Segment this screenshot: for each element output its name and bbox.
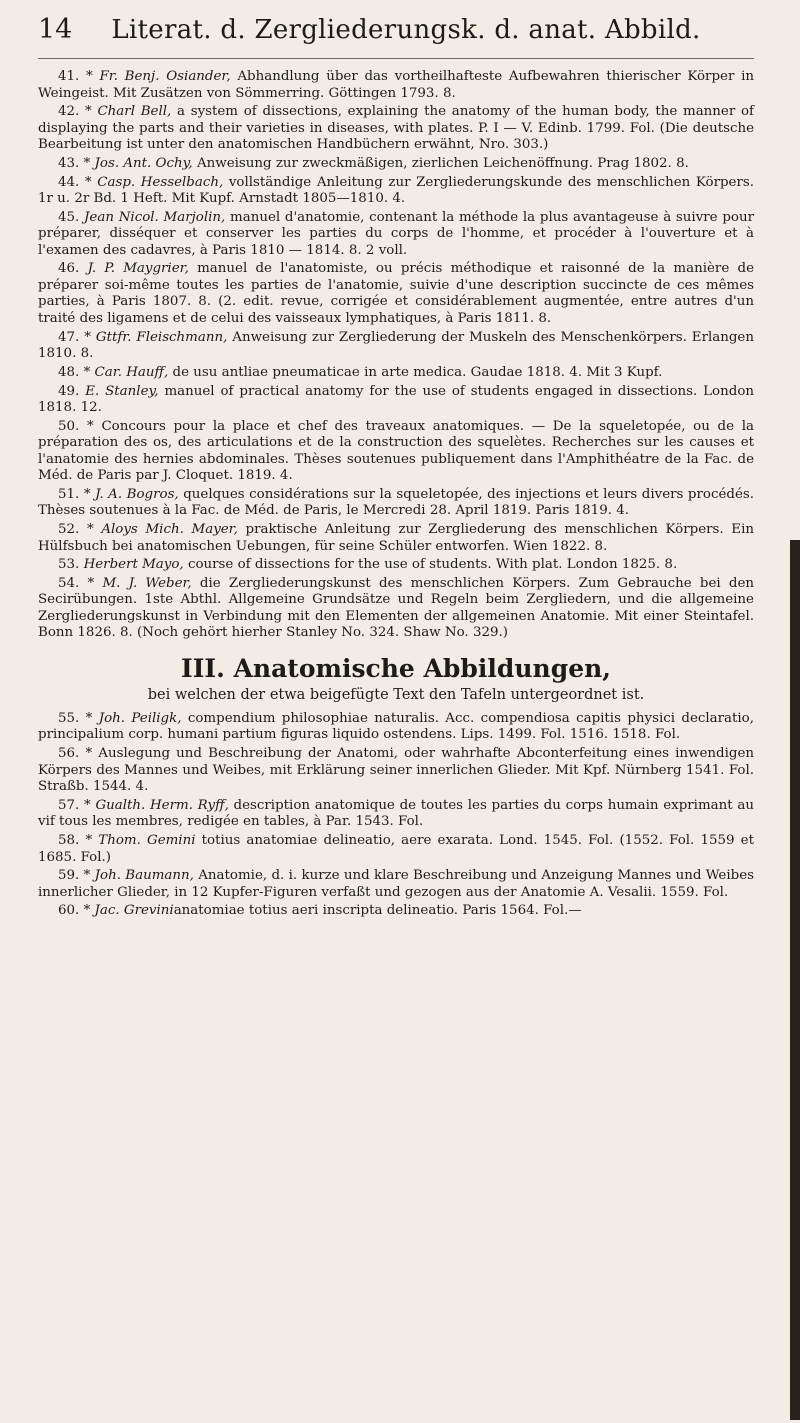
bibliography-entry xyxy=(38,104,754,154)
entry-number: 58. xyxy=(58,833,80,848)
entry-number: 50. xyxy=(58,418,80,434)
entry-author: Jean Nicol. Marjolin, xyxy=(84,209,226,225)
bibliography-entry xyxy=(38,868,754,901)
entry-text: Auslegung und Beschreibung der Anatomi, oder wahrhafte Abconterfeitung eines inwendigen Körpers des Mannes und Weibes, mit Erklärung seiner innerlichen Glieder. Mit Kpf. Nürnberg 1541. Fol. Straßb. 1544. 4. xyxy=(38,746,754,795)
entry-author: Car. Hauff, xyxy=(94,364,169,380)
bibliography-entry xyxy=(38,365,754,382)
bibliography-entry xyxy=(38,384,754,417)
asterisk-mark: * xyxy=(85,710,93,726)
bibliography-entry xyxy=(38,487,754,520)
asterisk-mark: * xyxy=(84,174,92,190)
entry-text: Abhandlung über das vortheilhafteste Aufbewahren thierischer Körper in Weingeist. Mit Zusätzen von Sömmerring. Göttingen 1793. 8. xyxy=(38,69,754,101)
entry-text: de usu antliae pneumaticae in arte medica. Gaudae 1818. 4. Mit 3 Kupf. xyxy=(168,364,663,380)
asterisk-mark: * xyxy=(83,486,91,502)
entry-number: 56. xyxy=(58,746,80,762)
entry-author: E. Stanley, xyxy=(85,383,159,399)
entry-text: manuel of practical anatomy for the use of students engaged in dissections. London 1818. 12. xyxy=(38,383,754,415)
bibliography-entry xyxy=(38,833,754,866)
entry-author: Thom. Gemini xyxy=(98,833,196,848)
entry-text: course of dissections for the use of students. With plat. London 1825. 8. xyxy=(183,557,678,573)
bibliography-entry xyxy=(38,419,754,485)
asterisk-mark: * xyxy=(86,69,93,84)
entry-number: 60. xyxy=(58,903,80,919)
entry-number: 46. xyxy=(58,261,80,277)
entry-text: quelques considérations sur la squeletopée, des injections et leurs divers procédés. Thèses soutenues à la Fac. de Méd. de Paris, le Mercredi 28. April 1819. Paris 1819. 4. xyxy=(38,486,754,519)
bibliography-entry xyxy=(38,746,754,796)
entry-number: 51. xyxy=(58,486,80,502)
asterisk-mark: * xyxy=(83,155,91,171)
bibliography-entry xyxy=(38,711,754,744)
entry-text: Anatomie, d. i. kurze und klare Beschreibung und Anzeigung Mannes und Weibes innerlicher Glieder, in 12 Kupfer-Figuren verfaßt und gezogen aus der Anatomie A. Vesalii. 1559. Fol. xyxy=(38,868,754,900)
page-header xyxy=(38,14,754,59)
entry-author: Gttfr. Fleischmann, xyxy=(95,329,228,345)
asterisk-mark: * xyxy=(85,833,93,848)
entry-number: 53. xyxy=(58,557,80,573)
entry-text: totius anatomiae delineatio, aere exarata. Lond. 1545. Fol. (1552. Fol. 1559 et 1685. Fol.) xyxy=(38,833,754,865)
entry-text: die Zergliederungskunst des menschlichen Körpers. Zum Gebrauche bei den Secirübungen. 1ste Abthl. Allgemeine Grundsätze und Regeln beim Zergliedern, und die allgemeine Zergliederungskunst in Verbindung mit den Elementen der allgemeinen Anatomie. Mit einer Steintafel. Bonn 1826. 8. (Noch gehört hierher Stanley No. 324. Shaw No. 329.) xyxy=(38,575,754,641)
page-edge-shadow xyxy=(790,540,800,1420)
bibliography-entry xyxy=(38,522,754,555)
bibliography-list-section-3 xyxy=(38,711,754,920)
entry-author: Jac. Grevini xyxy=(94,903,174,919)
asterisk-mark: * xyxy=(85,104,92,120)
bibliography-list-section-2 xyxy=(38,69,754,642)
entry-text: manuel de l'anatomiste, ou précis méthodique et raisonné de la manière de préparer soi-même toutes les parties de l'anatomie, suivie d'une description succincte de ces mêmes parties, à Paris 1807. 8. (2. edit. revue, corrigée et considérablement augmentée, entre autres d'un traité des ligamens et de celui des vaisseaux lymphatiques, à Paris 1811. 8. xyxy=(38,261,755,326)
running-head: Literat. d. Zergliederungsk. d. anat. Abbild. xyxy=(111,15,701,45)
entry-number: 44. xyxy=(58,174,80,190)
bibliography-entry xyxy=(38,557,754,574)
entry-number: 54. xyxy=(58,575,80,591)
asterisk-mark: * xyxy=(83,364,91,380)
asterisk-mark: * xyxy=(86,522,94,538)
asterisk-mark: * xyxy=(87,575,95,591)
entry-number: 48. xyxy=(58,364,80,380)
entry-text: anatomiae totius aeri inscripta delineatio. Paris 1564. Fol.— xyxy=(173,903,582,919)
bibliography-entry xyxy=(38,798,754,831)
entry-author: Jos. Ant. Ochy, xyxy=(94,155,193,171)
entry-text: a system of dissections, explaining the anatomy of the human body, the manner of displaying the parts and their varieties in diseases, with plates. P. I — V. Edinb. 1799. Fol. (Die deutsche Bearbeitung ist unter den anatomischen Handbüchern erwähnt, Nro. 303.) xyxy=(38,104,754,153)
asterisk-mark: * xyxy=(83,868,91,884)
asterisk-mark: * xyxy=(87,418,94,434)
entry-number: 52. xyxy=(58,522,80,538)
entry-text: Concours pour la place et chef des traveaux anatomiques. — De la squeletopée, ou de la préparation des os, des articulations et de la construction des squelètes. Recherches sur les causes et l'anatomie des hernies abdominales. Thèses soutenues publiquement dans l'Amphithéatre de la Fac. de Méd. de Paris par J. Cloquet. 1819. 4. xyxy=(38,418,755,484)
asterisk-mark: * xyxy=(83,903,91,919)
entry-text: manuel d'anatomie, contenant la méthode la plus avantageuse à suivre pour préparer, disséquer et conserver les parties du corps de l'homme, et procéder à l'ouverture et à l'examen des cadavres, à Paris 1810 — 1814. 8. 2 voll. xyxy=(38,209,754,258)
page-number: 14 xyxy=(38,14,73,45)
entry-number: 55. xyxy=(58,710,80,726)
entry-author: J. A. Bogros, xyxy=(95,486,179,502)
section-subtitle: bei welchen der etwa beigefügte Text den Tafeln untergeordnet ist. xyxy=(147,686,645,703)
entry-text: praktische Anleitung zur Zergliederung des menschlichen Körpers. Ein Hülfsbuch bei anatomischen Uebungen, für seine Schüler entworfen. Wien 1822. 8. xyxy=(38,522,754,554)
entry-number: 41. xyxy=(58,69,80,84)
entry-text: description anatomique de toutes les parties du corps humain exprimant au vif tous les membres, redigée en tables, à Par. 1543. Fol. xyxy=(38,797,754,830)
entry-number: 47. xyxy=(58,329,80,345)
entry-author: J. P. Maygrier, xyxy=(87,261,189,277)
entry-author: M. J. Weber, xyxy=(102,575,192,591)
asterisk-mark: * xyxy=(84,797,91,813)
entry-text: Anweisung zur Zergliederung der Muskeln des Menschenkörpers. Erlangen 1810. 8. xyxy=(38,329,754,362)
asterisk-mark: * xyxy=(84,329,91,345)
section-title: III. Anatomische Abbildungen, xyxy=(181,653,611,683)
entry-author: Aloys Mich. Mayer, xyxy=(101,522,238,538)
bibliography-entry xyxy=(38,175,754,208)
bibliography-entry xyxy=(38,69,754,102)
entry-number: 57. xyxy=(58,797,80,813)
entry-number: 59. xyxy=(58,868,80,884)
entry-text: vollständige Anleitung zur Zergliederungskunde des menschlichen Körpers. 1r u. 2r Bd. 1 Heft. Mit Kupf. Arnstadt 1805—1810. 4. xyxy=(38,174,754,207)
entry-author: Gualth. Herm. Ryff, xyxy=(95,797,229,813)
bibliography-entry xyxy=(38,261,754,327)
entry-author: Joh. Baumann, xyxy=(94,868,194,884)
entry-number: 42. xyxy=(58,104,80,120)
bibliography-entry xyxy=(38,330,754,363)
entry-number: 43. xyxy=(58,155,80,171)
bibliography-entry xyxy=(38,576,754,642)
asterisk-mark: * xyxy=(85,746,93,762)
bibliography-entry xyxy=(38,156,754,173)
entry-author: Joh. Peiligk, xyxy=(98,710,182,726)
entry-number: 45. xyxy=(58,209,80,225)
entry-author: Fr. Benj. Osiander, xyxy=(99,69,231,84)
entry-author: Casp. Hesselbach, xyxy=(97,174,224,190)
entry-author: Charl Bell, xyxy=(97,104,172,120)
entry-author: Herbert Mayo, xyxy=(83,557,184,573)
entry-text: compendium philosophiae naturalis. Acc. compendiosa capitis physici declaratio, principalium corp. humani partium figuras liquido ostendens. Lips. 1499. Fol. 1516. 1518. Fol. xyxy=(38,710,754,743)
entry-text: Anweisung zur zweckmäßigen, zierlichen Leichenöffnung. Prag 1802. 8. xyxy=(192,155,689,171)
bibliography-entry xyxy=(38,903,754,920)
entry-number: 49. xyxy=(58,383,80,399)
bibliography-entry xyxy=(38,210,754,260)
